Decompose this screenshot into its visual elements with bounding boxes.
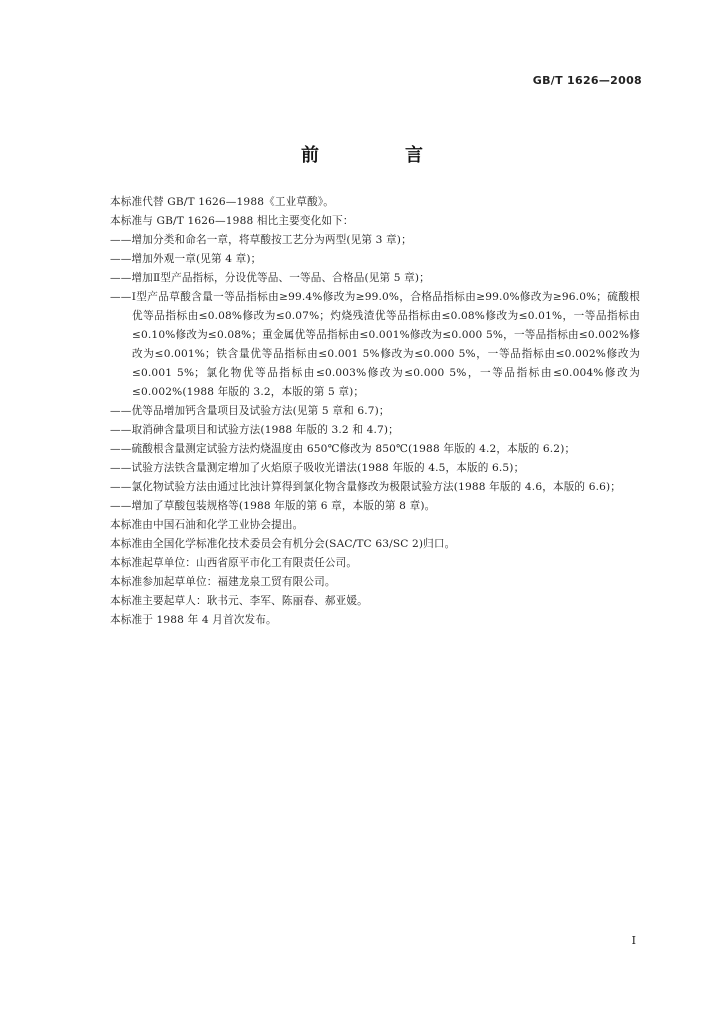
change-item: ——优等品增加钙含量项目及试验方法(见第 5 章和 6.7)； <box>110 405 390 417</box>
page-number: Ⅰ <box>631 934 636 947</box>
paragraph-proposer: 本标准由中国石油和化学工业协会提出。 <box>110 519 304 531</box>
paragraph-first-release: 本标准于 1988 年 4 月首次发布。 <box>110 614 277 626</box>
paragraph-drafting-unit: 本标准起草单位：山西省原平市化工有限责任公司。 <box>110 557 358 569</box>
standard-code: GB/T 1626—2008 <box>532 74 642 87</box>
paragraph-drafters: 本标准主要起草人：耿书元、李军、陈丽春、郝亚媛。 <box>110 595 368 607</box>
change-item: ——增加了草酸包装规格等(1988 年版的第 6 章，本版的第 8 章)。 <box>110 500 436 512</box>
change-item: ——增加Ⅱ型产品指标，分设优等品、一等品、合格品(见第 5 章)； <box>110 272 430 284</box>
foreword-body <box>110 193 640 630</box>
change-item: ——试验方法铁含量测定增加了火焰原子吸收光谱法(1988 年版的 4.5，本版的 6.5)； <box>110 462 525 474</box>
change-item: ——Ⅰ型产品草酸含量一等品指标由≥99.4%修改为≥99.0%，合格品指标由≥99.0%修改为≥96.0%；硫酸根优等品指标由≤0.08%修改为≤0.07%；灼烧残渣优等品指标由≤0.08%修改为≤0.01%，一等品指标由≤0.10%修改为≤0.08%；重金属优等品指标由≤0.001%修改为≤0.000 5%，一等品指标由≤0.002%修改为≤0.001%；铁含量优等品指标由≤0.001 5%修改为≤0.000 5%，一等品指标由≤0.002%修改为≤0.001 5%；氯化物优等品指标由≤0.003%修改为≤0.000 5%，一等品指标由≤0.004%修改为≤0.002%(1988 年版的 3.2，本版的第 5 章)； <box>110 291 640 398</box>
paragraph-participating-unit: 本标准参加起草单位：福建龙泉工贸有限公司。 <box>110 576 336 588</box>
paragraph-changes-intro: 本标准与 GB/T 1626—1988 相比主要变化如下： <box>110 215 354 227</box>
change-item: ——硫酸根含量测定试验方法灼烧温度由 650℃修改为 850℃(1988 年版的 4.2，本版的 6.2)； <box>110 443 576 455</box>
change-item: ——取消砷含量项目和试验方法(1988 年版的 3.2 和 4.7)； <box>110 424 399 436</box>
change-item: ——增加外观一章(见第 4 章)； <box>110 253 262 265</box>
change-item: ——增加分类和命名一章，将草酸按工艺分为两型(见第 3 章)； <box>110 234 412 246</box>
page-title: 前 言 <box>301 145 457 166</box>
paragraph-replaces: 本标准代替 GB/T 1626—1988《工业草酸》。 <box>110 196 335 208</box>
change-item: ——氯化物试验方法由通过比浊计算得到氯化物含量修改为极限试验方法(1988 年版的 4.6，本版的 6.6)； <box>110 481 622 493</box>
paragraph-administrator: 本标准由全国化学标准化技术委员会有机分会(SAC/TC 63/SC 2)归口。 <box>110 538 456 550</box>
